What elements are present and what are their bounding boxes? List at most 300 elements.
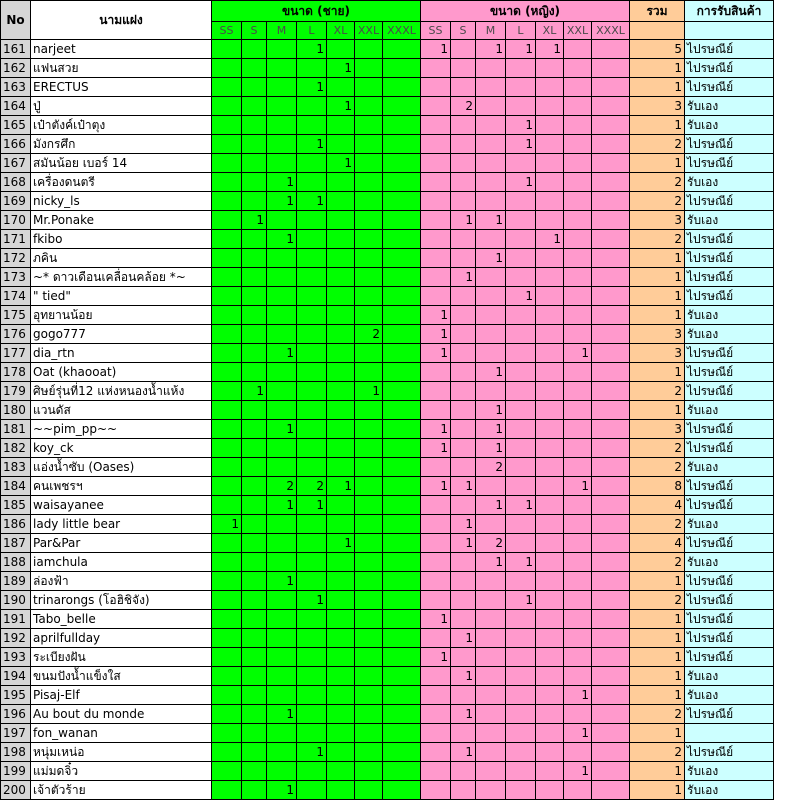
male-qty-cell <box>383 553 421 572</box>
male-qty-cell <box>242 325 267 344</box>
female-qty-cell <box>451 78 476 97</box>
member-name: เครื่องดนตรี <box>31 173 212 192</box>
female-qty-cell <box>536 116 564 135</box>
total-cell: 2 <box>630 705 685 724</box>
male-qty-cell <box>383 534 421 553</box>
male-qty-cell <box>327 572 355 591</box>
female-qty-cell <box>421 249 451 268</box>
male-qty-cell <box>242 762 267 781</box>
female-qty-cell <box>476 762 506 781</box>
male-qty-cell <box>242 553 267 572</box>
table-row <box>1 667 774 686</box>
row-number: 193 <box>1 648 31 667</box>
male-qty-cell <box>327 553 355 572</box>
male-qty-cell <box>383 781 421 800</box>
member-name: narjeet <box>31 40 212 59</box>
member-name: เป๋าตังค์เป๋าตุง <box>31 116 212 135</box>
male-qty-cell <box>242 705 267 724</box>
female-qty-cell: 1 <box>506 553 536 572</box>
delivery-cell: ไปรษณีย์ <box>685 268 774 287</box>
male-size-label-s: S <box>242 22 267 40</box>
male-qty-cell <box>267 743 297 762</box>
male-qty-cell <box>355 477 383 496</box>
male-qty-cell <box>327 116 355 135</box>
female-qty-cell: 2 <box>476 458 506 477</box>
female-qty-cell <box>564 97 592 116</box>
header-total: รวม <box>630 1 685 22</box>
female-qty-cell <box>564 648 592 667</box>
male-qty-cell <box>327 401 355 420</box>
total-cell: 1 <box>630 249 685 268</box>
female-qty-cell <box>421 268 451 287</box>
male-qty-cell <box>355 553 383 572</box>
female-qty-cell <box>592 192 630 211</box>
female-qty-cell <box>564 781 592 800</box>
table-row <box>1 743 774 762</box>
total-cell: 2 <box>630 192 685 211</box>
male-qty-cell <box>212 743 242 762</box>
male-qty-cell <box>267 211 297 230</box>
female-qty-cell <box>564 249 592 268</box>
row-number: 161 <box>1 40 31 59</box>
female-qty-cell: 1 <box>421 439 451 458</box>
male-qty-cell <box>355 515 383 534</box>
total-cell: 1 <box>630 610 685 629</box>
total-cell: 1 <box>630 268 685 287</box>
male-qty-cell: 1 <box>267 705 297 724</box>
female-qty-cell <box>536 78 564 97</box>
female-qty-cell <box>592 477 630 496</box>
delivery-cell: ไปรษณีย์ <box>685 591 774 610</box>
row-number: 190 <box>1 591 31 610</box>
male-qty-cell <box>297 534 327 553</box>
male-qty-cell <box>242 40 267 59</box>
female-qty-cell <box>476 629 506 648</box>
female-qty-cell <box>451 325 476 344</box>
female-qty-cell <box>421 781 451 800</box>
male-qty-cell <box>297 306 327 325</box>
female-qty-cell: 1 <box>476 40 506 59</box>
female-qty-cell <box>564 401 592 420</box>
female-qty-cell <box>506 230 536 249</box>
table-row <box>1 325 774 344</box>
male-size-label-ss: SS <box>212 22 242 40</box>
male-qty-cell <box>355 629 383 648</box>
table-row <box>1 78 774 97</box>
male-qty-cell <box>297 401 327 420</box>
male-qty-cell <box>212 458 242 477</box>
member-name: iamchula <box>31 553 212 572</box>
male-qty-cell <box>212 496 242 515</box>
female-qty-cell <box>421 192 451 211</box>
male-qty-cell <box>383 192 421 211</box>
member-name: " tied" <box>31 287 212 306</box>
male-qty-cell <box>242 724 267 743</box>
male-qty-cell <box>267 629 297 648</box>
female-qty-cell <box>476 686 506 705</box>
female-qty-cell <box>592 781 630 800</box>
male-qty-cell <box>355 287 383 306</box>
female-qty-cell <box>564 591 592 610</box>
male-qty-cell <box>242 230 267 249</box>
female-qty-cell <box>592 667 630 686</box>
male-qty-cell <box>267 287 297 306</box>
delivery-cell: ไปรษณีย์ <box>685 78 774 97</box>
delivery-cell <box>685 724 774 743</box>
female-size-label-s: S <box>451 22 476 40</box>
female-qty-cell <box>421 572 451 591</box>
delivery-cell: ไปรษณีย์ <box>685 629 774 648</box>
female-qty-cell: 1 <box>476 496 506 515</box>
delivery-cell: ไปรษณีย์ <box>685 363 774 382</box>
male-qty-cell <box>383 762 421 781</box>
male-qty-cell <box>242 192 267 211</box>
male-qty-cell <box>327 724 355 743</box>
female-qty-cell: 1 <box>506 496 536 515</box>
male-qty-cell <box>355 78 383 97</box>
female-qty-cell <box>592 78 630 97</box>
male-qty-cell <box>242 534 267 553</box>
male-qty-cell: 1 <box>297 591 327 610</box>
member-name: แวนดัส <box>31 401 212 420</box>
row-number: 177 <box>1 344 31 363</box>
row-number: 186 <box>1 515 31 534</box>
female-qty-cell <box>592 553 630 572</box>
female-qty-cell <box>536 268 564 287</box>
delivery-cell: รับเอง <box>685 173 774 192</box>
female-qty-cell <box>592 382 630 401</box>
female-qty-cell <box>564 78 592 97</box>
delivery-cell: รับเอง <box>685 458 774 477</box>
female-qty-cell <box>421 458 451 477</box>
female-qty-cell: 1 <box>421 344 451 363</box>
female-qty-cell <box>506 344 536 363</box>
header-row <box>1 1 774 22</box>
male-qty-cell <box>242 135 267 154</box>
male-qty-cell <box>212 249 242 268</box>
member-name: trinarongs (โอฮิชิจัง) <box>31 591 212 610</box>
table-row <box>1 268 774 287</box>
delivery-cell: ไปรษณีย์ <box>685 743 774 762</box>
female-qty-cell <box>421 743 451 762</box>
female-qty-cell: 1 <box>451 211 476 230</box>
total-cell: 1 <box>630 154 685 173</box>
male-qty-cell <box>327 287 355 306</box>
female-qty-cell <box>451 648 476 667</box>
member-name: Pisaj-Elf <box>31 686 212 705</box>
male-qty-cell <box>297 610 327 629</box>
female-qty-cell <box>564 40 592 59</box>
male-qty-cell <box>383 724 421 743</box>
male-qty-cell <box>212 724 242 743</box>
female-qty-cell <box>421 97 451 116</box>
female-qty-cell <box>536 249 564 268</box>
female-qty-cell <box>506 686 536 705</box>
female-qty-cell <box>506 743 536 762</box>
table-row <box>1 382 774 401</box>
male-qty-cell <box>212 762 242 781</box>
male-qty-cell <box>212 97 242 116</box>
male-qty-cell <box>267 249 297 268</box>
male-qty-cell <box>383 173 421 192</box>
female-qty-cell <box>536 382 564 401</box>
female-qty-cell <box>536 496 564 515</box>
female-qty-cell: 1 <box>564 762 592 781</box>
female-qty-cell: 1 <box>421 648 451 667</box>
row-number: 165 <box>1 116 31 135</box>
female-qty-cell <box>451 59 476 78</box>
female-qty-cell <box>451 686 476 705</box>
male-qty-cell <box>383 287 421 306</box>
table-row <box>1 116 774 135</box>
table-row <box>1 534 774 553</box>
female-qty-cell <box>421 173 451 192</box>
female-size-label-m: M <box>476 22 506 40</box>
male-qty-cell <box>297 553 327 572</box>
male-qty-cell <box>383 686 421 705</box>
female-qty-cell <box>506 382 536 401</box>
member-name: ขนมปังน้ำแข็งใส <box>31 667 212 686</box>
male-qty-cell: 1 <box>297 135 327 154</box>
total-cell: 5 <box>630 40 685 59</box>
female-qty-cell <box>592 496 630 515</box>
female-qty-cell <box>536 458 564 477</box>
female-qty-cell <box>506 401 536 420</box>
total-cell: 1 <box>630 781 685 800</box>
female-qty-cell <box>564 458 592 477</box>
female-qty-cell <box>506 306 536 325</box>
male-qty-cell <box>267 458 297 477</box>
male-qty-cell <box>212 610 242 629</box>
member-name: ภคิน <box>31 249 212 268</box>
male-qty-cell <box>242 515 267 534</box>
male-qty-cell <box>297 97 327 116</box>
male-qty-cell <box>267 667 297 686</box>
member-name: Au bout du monde <box>31 705 212 724</box>
member-name: Tabo_belle <box>31 610 212 629</box>
male-qty-cell: 1 <box>355 382 383 401</box>
row-number: 194 <box>1 667 31 686</box>
female-qty-cell: 1 <box>476 420 506 439</box>
member-name: lady little bear <box>31 515 212 534</box>
female-qty-cell: 1 <box>421 306 451 325</box>
table-row <box>1 59 774 78</box>
male-qty-cell <box>212 534 242 553</box>
male-qty-cell <box>297 572 327 591</box>
female-size-label-l: L <box>506 22 536 40</box>
delivery-cell: ไปรษณีย์ <box>685 59 774 78</box>
female-qty-cell <box>506 420 536 439</box>
male-qty-cell <box>355 97 383 116</box>
delivery-cell: ไปรษณีย์ <box>685 648 774 667</box>
member-name: แม่มดจิ๋ว <box>31 762 212 781</box>
female-qty-cell <box>476 344 506 363</box>
male-qty-cell <box>355 116 383 135</box>
female-qty-cell <box>536 211 564 230</box>
female-qty-cell <box>476 781 506 800</box>
female-qty-cell <box>564 325 592 344</box>
delivery-cell: ไปรษณีย์ <box>685 192 774 211</box>
row-number: 162 <box>1 59 31 78</box>
delivery-cell: รับเอง <box>685 97 774 116</box>
female-qty-cell <box>564 534 592 553</box>
male-qty-cell <box>242 287 267 306</box>
male-qty-cell <box>327 382 355 401</box>
female-qty-cell <box>592 686 630 705</box>
female-qty-cell <box>451 610 476 629</box>
female-qty-cell: 1 <box>451 705 476 724</box>
male-qty-cell <box>355 534 383 553</box>
female-qty-cell <box>506 610 536 629</box>
male-qty-cell <box>267 439 297 458</box>
female-qty-cell <box>564 287 592 306</box>
female-qty-cell <box>476 306 506 325</box>
male-qty-cell <box>242 249 267 268</box>
male-qty-cell <box>327 363 355 382</box>
female-qty-cell <box>421 724 451 743</box>
female-qty-cell: 1 <box>421 477 451 496</box>
male-qty-cell <box>212 40 242 59</box>
delivery-cell: รับเอง <box>685 306 774 325</box>
female-qty-cell <box>421 705 451 724</box>
female-qty-cell <box>536 705 564 724</box>
female-qty-cell <box>536 591 564 610</box>
male-qty-cell: 1 <box>297 78 327 97</box>
female-qty-cell <box>592 59 630 78</box>
male-qty-cell <box>383 230 421 249</box>
male-qty-cell <box>242 173 267 192</box>
male-qty-cell <box>297 230 327 249</box>
male-qty-cell <box>267 553 297 572</box>
male-qty-cell <box>267 78 297 97</box>
delivery-cell: ไปรษณีย์ <box>685 230 774 249</box>
table-row <box>1 135 774 154</box>
female-qty-cell <box>421 553 451 572</box>
female-qty-cell <box>476 382 506 401</box>
male-qty-cell <box>267 724 297 743</box>
female-qty-cell <box>506 78 536 97</box>
female-qty-cell <box>506 762 536 781</box>
male-qty-cell: 1 <box>242 382 267 401</box>
female-qty-cell <box>451 363 476 382</box>
male-qty-cell <box>212 667 242 686</box>
member-name: เจ้าตัวร้าย <box>31 781 212 800</box>
member-name: สมันน้อย เบอร์ 14 <box>31 154 212 173</box>
male-qty-cell <box>297 420 327 439</box>
male-qty-cell <box>297 686 327 705</box>
female-qty-cell <box>506 249 536 268</box>
member-name: koy_ck <box>31 439 212 458</box>
male-qty-cell <box>355 648 383 667</box>
male-qty-cell <box>383 268 421 287</box>
male-qty-cell: 1 <box>327 154 355 173</box>
male-qty-cell <box>327 648 355 667</box>
delivery-cell: รับเอง <box>685 211 774 230</box>
male-qty-cell <box>327 686 355 705</box>
male-qty-cell: 1 <box>242 211 267 230</box>
delivery-cell: ไปรษณีย์ <box>685 287 774 306</box>
male-qty-cell <box>242 667 267 686</box>
female-qty-cell <box>421 667 451 686</box>
male-qty-cell <box>297 363 327 382</box>
male-qty-cell <box>355 610 383 629</box>
female-qty-cell <box>592 268 630 287</box>
female-qty-cell <box>592 420 630 439</box>
female-qty-cell <box>506 192 536 211</box>
total-cell: 4 <box>630 496 685 515</box>
female-qty-cell <box>564 705 592 724</box>
female-qty-cell <box>506 97 536 116</box>
female-qty-cell <box>476 610 506 629</box>
female-qty-cell: 1 <box>536 230 564 249</box>
male-qty-cell <box>297 667 327 686</box>
male-qty-cell <box>297 705 327 724</box>
female-qty-cell <box>564 572 592 591</box>
male-qty-cell <box>212 192 242 211</box>
male-qty-cell <box>242 59 267 78</box>
male-qty-cell <box>383 154 421 173</box>
female-qty-cell <box>506 477 536 496</box>
male-qty-cell: 1 <box>327 534 355 553</box>
male-qty-cell <box>355 781 383 800</box>
female-qty-cell <box>451 40 476 59</box>
male-qty-cell <box>355 230 383 249</box>
total-cell: 2 <box>630 591 685 610</box>
male-qty-cell <box>327 420 355 439</box>
female-qty-cell <box>451 382 476 401</box>
member-name: Oat (khaooat) <box>31 363 212 382</box>
row-number: 200 <box>1 781 31 800</box>
female-qty-cell <box>476 116 506 135</box>
male-qty-cell <box>242 344 267 363</box>
row-number: 171 <box>1 230 31 249</box>
table-row <box>1 439 774 458</box>
delivery-cell: รับเอง <box>685 515 774 534</box>
delivery-cell: ไปรษณีย์ <box>685 477 774 496</box>
female-qty-cell <box>536 154 564 173</box>
table-row <box>1 401 774 420</box>
male-qty-cell <box>327 743 355 762</box>
row-number: 175 <box>1 306 31 325</box>
female-qty-cell <box>592 211 630 230</box>
table-row <box>1 705 774 724</box>
male-qty-cell <box>355 439 383 458</box>
total-cell: 1 <box>630 78 685 97</box>
delivery-cell: ไปรษณีย์ <box>685 382 774 401</box>
female-qty-cell: 1 <box>564 724 592 743</box>
male-qty-cell: 1 <box>327 97 355 116</box>
table-row <box>1 173 774 192</box>
male-qty-cell <box>355 306 383 325</box>
female-qty-cell <box>536 363 564 382</box>
table-row <box>1 629 774 648</box>
male-qty-cell <box>297 59 327 78</box>
member-name: ล่องฟ้า <box>31 572 212 591</box>
row-number: 169 <box>1 192 31 211</box>
female-qty-cell <box>421 211 451 230</box>
delivery-cell: ไปรษณีย์ <box>685 154 774 173</box>
female-qty-cell <box>592 249 630 268</box>
member-name: ปู่ <box>31 97 212 116</box>
male-qty-cell <box>297 781 327 800</box>
male-qty-cell: 1 <box>267 420 297 439</box>
female-qty-cell: 1 <box>564 344 592 363</box>
delivery-cell: รับเอง <box>685 116 774 135</box>
male-qty-cell <box>212 648 242 667</box>
female-qty-cell <box>421 515 451 534</box>
male-qty-cell <box>242 363 267 382</box>
female-qty-cell <box>592 173 630 192</box>
